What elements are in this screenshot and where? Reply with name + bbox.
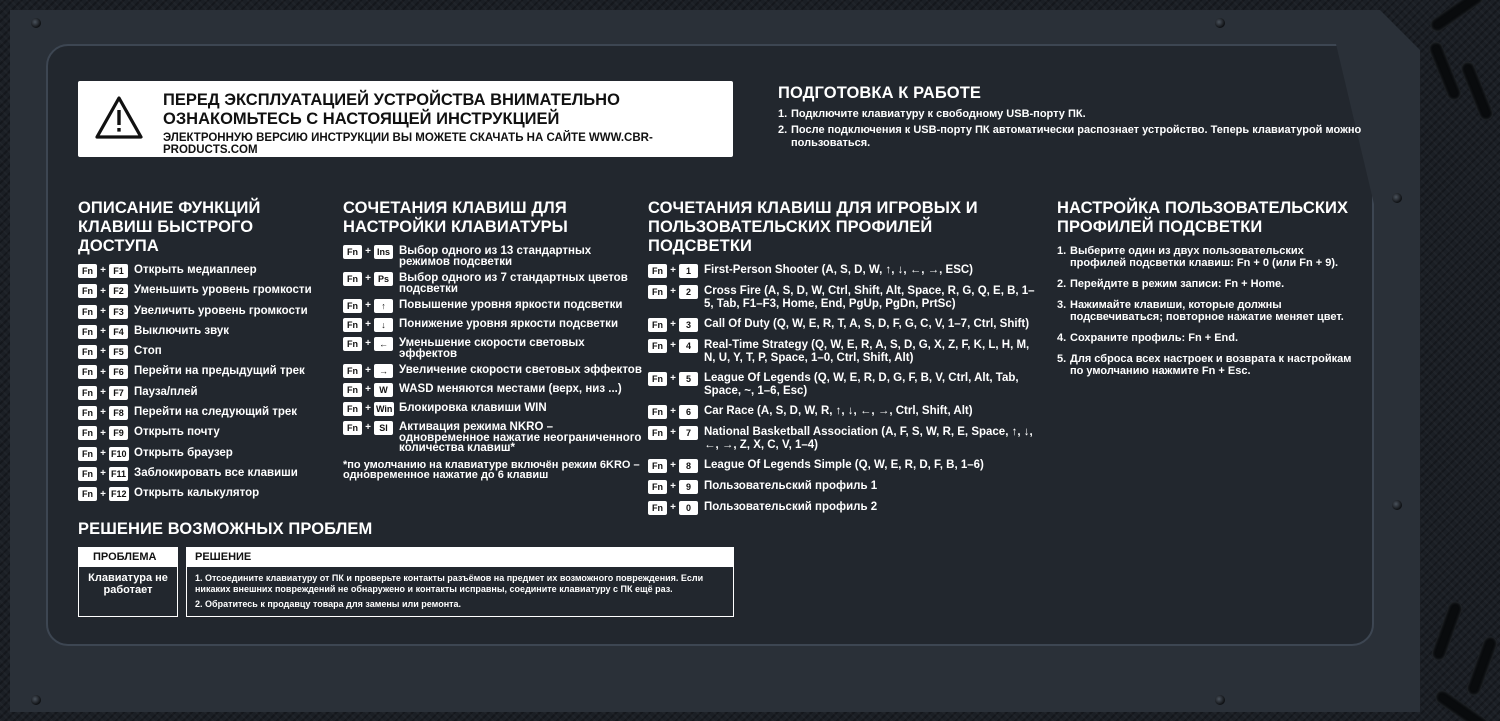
shortcut-description: Понижение уровня яркости подсветки [399, 318, 619, 330]
shortcut-row [648, 459, 1038, 473]
fn-key-icon: Fn [78, 305, 97, 319]
fn-key-icon: Fn [78, 386, 97, 400]
plus-sign: + [100, 265, 106, 277]
shortcut-description: League Of Legends Simple (Q, W, E, R, D, F, B, 1–6) [704, 459, 984, 471]
plus-sign: + [365, 384, 371, 396]
shortcut-row [648, 480, 1038, 494]
key-cap-icon: → [374, 364, 393, 378]
solution-column [186, 547, 734, 617]
troubleshooting-section [78, 520, 738, 617]
fn-key-icon: Fn [648, 372, 667, 386]
keyboard-settings-list [343, 245, 643, 454]
shortcut-row [648, 405, 1038, 419]
key-combo [648, 264, 704, 278]
key-cap-icon: F9 [109, 426, 128, 440]
troubleshooting-table [78, 547, 738, 617]
key-combo [648, 501, 704, 515]
key-combo [343, 364, 399, 378]
fn-key-icon: Fn [78, 345, 97, 359]
plus-sign: + [365, 422, 371, 434]
key-cap-icon: F11 [111, 468, 127, 479]
key-cap-icon: F8 [109, 406, 128, 420]
shortcut-row [648, 285, 1038, 311]
key-combo [78, 365, 134, 379]
custom-profile-step: 5. Для сброса всех настроек и возврата к настройкам по умолчанию нажмите Fn + Esc. [1057, 353, 1352, 377]
fn-key-icon: Fn [648, 426, 667, 440]
key-combo [78, 325, 134, 339]
warning-banner [78, 81, 733, 157]
solution-step: 1. Отсоедините клавиатуру от ПК и проверьте контакты разъёмов на предмет их возможного повреждения. Если никаких внешних повреждений не обнаружено и контакты исправны, соедините клавиатуру с ПК ещё раз. [195, 573, 704, 594]
shortcut-description: Call Of Duty (Q, W, E, R, T, A, S, D, F, G, C, V, 1–7, Ctrl, Shift) [704, 318, 1030, 330]
key-combo [78, 487, 134, 501]
plus-sign: + [670, 286, 676, 298]
shortcut-description: Открыть почту [134, 426, 220, 439]
plus-sign: + [100, 468, 106, 480]
key-cap-icon: ← [374, 337, 393, 351]
custom-profile-step: 3. Нажимайте клавиши, которые должны подсвечиваться; повторное нажатие меняет цвет. [1057, 299, 1344, 323]
problem-header: ПРОБЛЕМА [79, 548, 177, 567]
shortcut-row [648, 339, 1038, 365]
key-combo [648, 372, 704, 386]
shortcut-row [343, 318, 643, 332]
plus-sign: + [100, 427, 106, 439]
fn-key-icon: Fn [78, 467, 97, 481]
custom-profile-step: 2. Перейдите в режим записи: Fn + Home. [1057, 278, 1285, 290]
shortcut-description: First-Person Shooter (A, S, D, W, ↑, ↓, ←, →, ESC) [704, 264, 973, 276]
shortcut-description: Открыть медиаплеер [134, 264, 257, 276]
shortcut-row [78, 345, 328, 359]
shortcut-row [343, 364, 643, 378]
shortcut-description: Заблокировать все клавиши [134, 466, 298, 479]
key-combo [78, 284, 134, 298]
fn-key-icon: Fn [78, 325, 97, 339]
key-cap-icon: F3 [109, 305, 128, 319]
plus-sign: + [670, 319, 676, 331]
key-combo [648, 285, 704, 299]
key-cap-icon: Ins [374, 245, 393, 259]
plus-sign: + [670, 373, 676, 385]
shortcut-row [343, 383, 643, 397]
plus-sign: + [365, 338, 371, 350]
shortcut-row [648, 264, 1038, 278]
preparation-title: ПОДГОТОВКА К РАБОТЕ [778, 84, 981, 102]
warning-title: ПЕРЕД ЭКСПЛУАТАЦИЕЙ УСТРОЙСТВА ВНИМАТЕЛЬНО ОЗНАКОМЬТЕСЬ С НАСТОЯЩЕЙ ИНСТРУКЦИЕЙ [163, 91, 620, 128]
hotkeys-list [78, 264, 328, 501]
shortcut-row [343, 272, 643, 294]
key-combo [78, 467, 134, 481]
fn-key-icon: Fn [648, 318, 667, 332]
key-cap-icon: F6 [109, 365, 128, 379]
key-combo [78, 447, 134, 461]
shortcut-row [343, 245, 643, 267]
key-cap-icon: 7 [679, 426, 698, 440]
fn-key-icon: Fn [343, 299, 362, 313]
keyboard-settings-title: СОЧЕТАНИЯ КЛАВИШ ДЛЯ НАСТРОЙКИ КЛАВИАТУРЫ [343, 199, 568, 236]
plus-sign: + [365, 319, 371, 331]
keyboard-settings-note: *по умолчанию на клавиатуре включён режим 6KRO – одновременное нажатие до 6 клавиш [343, 458, 640, 481]
custom-profile-step: 4. Сохраните профиль: Fn + End. [1057, 332, 1239, 344]
shortcut-description: League Of Legends (Q, W, E, R, D, G, F, B, V, Ctrl, Alt, Tab, Space, ~, 1–6, Esc) [704, 372, 1019, 397]
shortcut-description: Пауза/плей [134, 385, 198, 398]
plus-sign: + [365, 365, 371, 377]
solution-step: 2. Обратитесь к продавцу товара для замены или ремонта. [195, 599, 462, 609]
problem-column [78, 547, 178, 617]
key-combo [648, 318, 704, 332]
shortcut-description: Открыть браузер [134, 446, 233, 459]
shortcut-description: Открыть калькулятор [134, 487, 260, 500]
fn-key-icon: Fn [648, 501, 667, 515]
shortcut-description: Активация режима NKRO – одновременное нажатие неограниченного количества клавиш* [399, 421, 642, 454]
custom-profile-step: 1. Выберите один из двух пользовательских профилей подсветки клавиш: Fn + 0 (или Fn + 9). [1057, 245, 1339, 269]
shortcut-description: WASD меняются местами (верх, низ ...) [399, 383, 622, 395]
plus-sign: + [670, 340, 676, 352]
shortcut-row [343, 421, 643, 454]
hotkeys-title: ОПИСАНИЕ ФУНКЦИЙ КЛАВИШ БЫСТРОГО ДОСТУПА [78, 199, 261, 255]
shortcut-description: Real-Time Strategy (Q, W, E, R, A, S, D, G, X, Z, F, K, L, H, M, N, U, Y, T, P, Space, 1–0, Ctrl, Shift, Alt) [704, 339, 1030, 364]
key-combo [648, 426, 704, 440]
key-cap-icon: F7 [109, 386, 128, 400]
fn-key-icon: Fn [78, 284, 97, 298]
shortcut-row [78, 406, 328, 420]
shortcut-description: Пользовательский профиль 2 [704, 501, 878, 513]
game-profiles-title: СОЧЕТАНИЯ КЛАВИШ ДЛЯ ИГРОВЫХ И ПОЛЬЗОВАТЕЛЬСКИХ ПРОФИЛЕЙ ПОДСВЕТКИ [648, 199, 978, 255]
fn-key-icon: Fn [343, 383, 362, 397]
fn-key-icon: Fn [343, 402, 362, 416]
hotkeys-section [78, 199, 328, 508]
key-cap-icon: 9 [679, 480, 698, 494]
key-combo [343, 337, 399, 351]
plus-sign: + [670, 481, 676, 493]
key-combo [343, 245, 399, 259]
shortcut-row [648, 501, 1038, 515]
plus-sign: + [100, 305, 106, 317]
shortcut-row [78, 284, 328, 298]
key-cap-icon: F12 [111, 489, 127, 500]
key-cap-icon: F1 [109, 264, 128, 278]
plus-sign: + [100, 346, 106, 358]
key-combo [78, 264, 134, 278]
plus-sign: + [670, 427, 676, 439]
key-cap-icon: W [374, 383, 393, 397]
key-cap-icon: 2 [679, 285, 698, 299]
fn-key-icon: Fn [78, 426, 97, 440]
key-cap-icon: ↑ [374, 299, 393, 313]
fn-key-icon: Fn [648, 264, 667, 278]
key-combo [343, 318, 399, 332]
shortcut-description: Выбор одного из 13 стандартных режимов подсветки [399, 245, 592, 268]
shortcut-description: Перейти на следующий трек [134, 406, 298, 419]
shortcut-row [648, 372, 1038, 398]
key-combo [343, 421, 399, 435]
warning-triangle-icon [94, 95, 144, 141]
fn-key-icon: Fn [343, 421, 362, 435]
shortcut-description: Уменьшить уровень громкости [134, 284, 312, 297]
preparation-section [778, 84, 1398, 153]
solution-header: РЕШЕНИЕ [187, 548, 733, 567]
preparation-step: 2. После подключения к USB-порту ПК автоматически распознает устройство. Теперь клавиатурой можно пользоваться. [778, 124, 1362, 149]
fn-key-icon: Fn [648, 480, 667, 494]
key-combo [648, 339, 704, 353]
plus-sign: + [670, 406, 676, 418]
key-combo [343, 299, 399, 313]
shortcut-description: National Basketball Association (A, F, S, W, R, E, Space, ↑, ↓, ←, →, Z, X, C, V, 1–4) [704, 426, 1033, 451]
plus-sign: + [100, 447, 106, 459]
preparation-step: 1. Подключите клавиатуру к свободному USB-порту ПК. [778, 108, 1086, 120]
keyboard-settings-section [343, 199, 643, 481]
fn-key-icon: Fn [78, 406, 97, 420]
plus-sign: + [365, 300, 371, 312]
fn-key-icon: Fn [648, 339, 667, 353]
plus-sign: + [100, 488, 106, 500]
fn-key-icon: Fn [343, 337, 362, 351]
game-profiles-section [648, 199, 1038, 522]
shortcut-description: Выключить звук [134, 324, 230, 337]
shortcut-description: Car Race (A, S, D, W, R, ↑, ↓, ←, →, Ctrl, Shift, Alt) [704, 405, 973, 417]
shortcut-row [648, 426, 1038, 452]
key-cap-icon: ↓ [374, 318, 393, 332]
key-cap-icon: 4 [679, 339, 698, 353]
shortcut-description: Выбор одного из 7 стандартных цветов подсветки [399, 272, 628, 295]
shortcut-row [648, 318, 1038, 332]
plus-sign: + [670, 265, 676, 277]
key-combo [78, 406, 134, 420]
shortcut-description: Повышение уровня яркости подсветки [399, 299, 623, 311]
shortcut-row [78, 305, 328, 319]
key-cap-icon: Sl [374, 421, 393, 435]
custom-profiles-steps [1057, 245, 1357, 377]
key-cap-icon: F4 [109, 325, 128, 339]
key-cap-icon: F2 [109, 284, 128, 298]
key-combo [343, 402, 399, 416]
plus-sign: + [670, 502, 676, 514]
game-profiles-list [648, 264, 1038, 515]
shortcut-row [78, 487, 328, 501]
key-cap-icon: 8 [679, 459, 698, 473]
plus-sign: + [100, 326, 106, 338]
key-combo [78, 386, 134, 400]
shortcut-description: Блокировка клавиши WIN [399, 402, 547, 414]
shortcut-description: Cross Fire (A, S, D, W, Ctrl, Shift, Alt, Space, R, G, Q, E, B, 1–5, Tab, F1–F3, Home, End, PgUp, PgDn, PrtSc) [704, 285, 1035, 310]
shortcut-row [78, 325, 328, 339]
shortcut-row [78, 365, 328, 379]
fn-key-icon: Fn [343, 245, 362, 259]
key-combo [78, 345, 134, 359]
shortcut-row [78, 386, 328, 400]
plus-sign: + [100, 387, 106, 399]
troubleshooting-title: РЕШЕНИЕ ВОЗМОЖНЫХ ПРОБЛЕМ [78, 520, 373, 538]
preparation-steps [778, 108, 1398, 150]
fn-key-icon: Fn [343, 272, 362, 286]
fn-key-icon: Fn [78, 365, 97, 379]
plus-sign: + [100, 407, 106, 419]
shortcut-row [78, 264, 328, 278]
key-combo [648, 480, 704, 494]
problem-cell: Клавиатура не работает [88, 572, 168, 596]
custom-profiles-section [1057, 199, 1357, 386]
plus-sign: + [100, 285, 106, 297]
plus-sign: + [365, 246, 371, 258]
key-combo [648, 459, 704, 473]
key-combo [78, 305, 134, 319]
shortcut-description: Уменьшение скорости световых эффектов [399, 337, 585, 360]
key-combo [343, 272, 399, 286]
shortcut-row [343, 299, 643, 313]
shortcut-description: Перейти на предыдущий трек [134, 365, 305, 378]
plus-sign: + [670, 460, 676, 472]
shortcut-row [78, 426, 328, 440]
fn-key-icon: Fn [343, 364, 362, 378]
key-cap-icon: 6 [679, 405, 698, 419]
key-combo [648, 405, 704, 419]
fn-key-icon: Fn [343, 318, 362, 332]
fn-key-icon: Fn [648, 285, 667, 299]
shortcut-description: Увеличение скорости световых эффектов [399, 364, 642, 376]
fn-key-icon: Fn [78, 487, 97, 501]
key-cap-icon: 5 [679, 372, 698, 386]
shortcut-row [78, 467, 328, 481]
fn-key-icon: Fn [78, 447, 97, 461]
key-cap-icon: Win [376, 404, 393, 414]
plus-sign: + [365, 273, 371, 285]
shortcut-description: Пользовательский профиль 1 [704, 480, 878, 492]
key-combo [78, 426, 134, 440]
fn-key-icon: Fn [648, 405, 667, 419]
plus-sign: + [365, 403, 371, 415]
shortcut-row [343, 402, 643, 416]
shortcut-description: Стоп [134, 345, 162, 358]
plus-sign: + [100, 366, 106, 378]
key-cap-icon: F10 [111, 448, 127, 459]
shortcut-row [78, 447, 328, 461]
key-cap-icon: Ps [374, 272, 393, 286]
key-cap-icon: 0 [679, 501, 698, 515]
fn-key-icon: Fn [78, 264, 97, 278]
key-cap-icon: 3 [679, 318, 698, 332]
key-combo [343, 383, 399, 397]
solution-cell [187, 567, 733, 610]
key-cap-icon: F5 [109, 345, 128, 359]
fn-key-icon: Fn [648, 459, 667, 473]
shortcut-description: Увеличить уровень громкости [134, 304, 308, 317]
shortcut-row [343, 337, 643, 359]
custom-profiles-title: НАСТРОЙКА ПОЛЬЗОВАТЕЛЬСКИХ ПРОФИЛЕЙ ПОДСВЕТКИ [1057, 199, 1349, 236]
warning-subtitle: ЭЛЕКТРОННУЮ ВЕРСИЮ ИНСТРУКЦИИ ВЫ МОЖЕТЕ СКАЧАТЬ НА САЙТЕ WWW.CBR-PRODUCTS.COM [163, 132, 653, 156]
key-cap-icon: 1 [679, 264, 698, 278]
